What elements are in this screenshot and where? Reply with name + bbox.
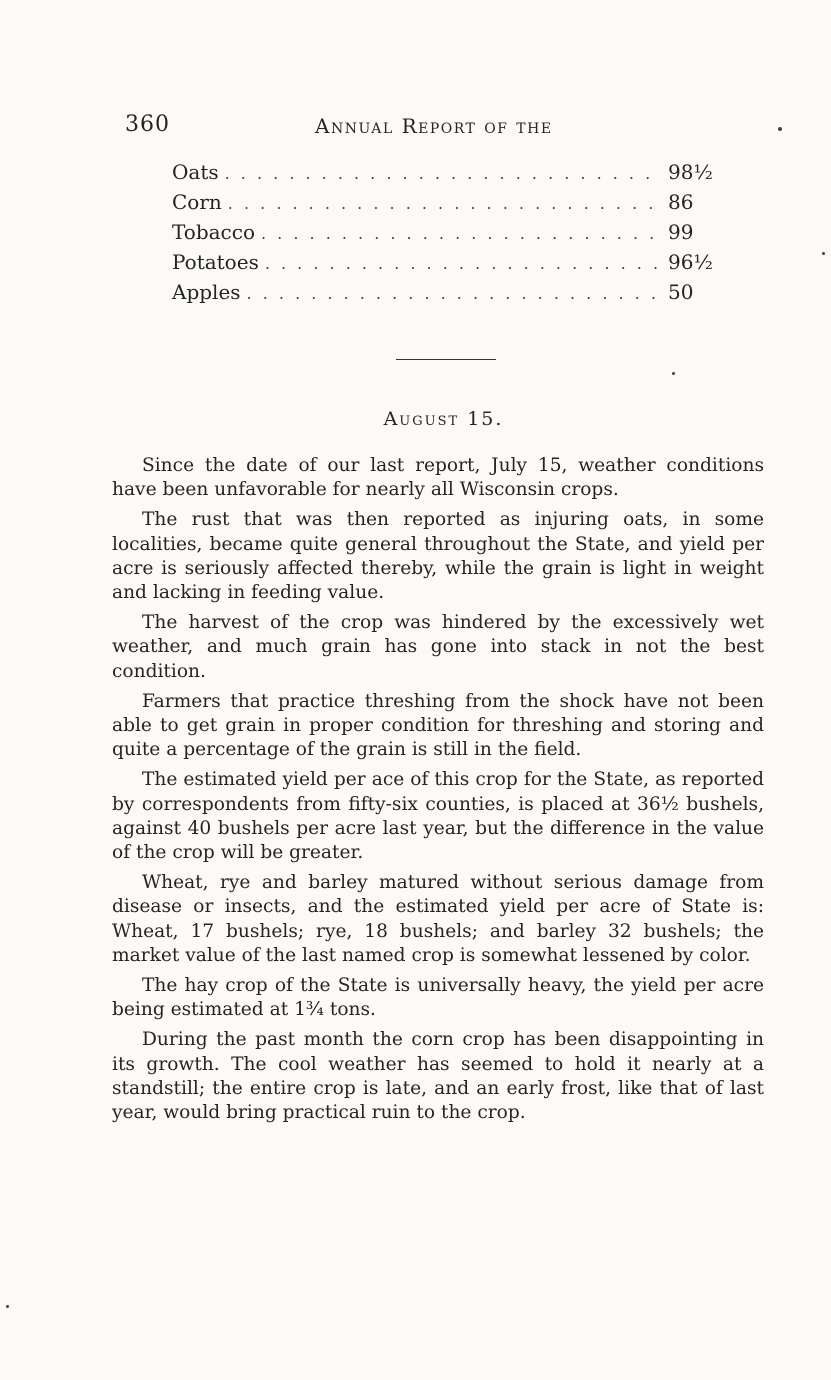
crop-value: 86 <box>668 190 694 214</box>
body-text <box>112 454 764 1131</box>
print-speck <box>672 372 675 375</box>
paragraph: Farmers that practice threshing from the shock have not been able to get grain in proper condition for threshing and storing and quite a percentage of the grain is still in the field. <box>112 690 764 761</box>
table-row <box>172 220 728 250</box>
page-header <box>125 112 605 142</box>
table-row <box>172 250 728 280</box>
table-row <box>172 160 728 190</box>
crop-name: Apples <box>172 280 241 304</box>
print-speck <box>822 252 825 255</box>
paragraph: The estimated yield per ace of this crop for the State, as reported by correspondents from fifty-six counties, is placed at 36½ bushels, against 40 bushels per acre last year, but the difference in the value of the crop will be greater. <box>112 769 764 864</box>
paragraph: The hay crop of the State is universally heavy, the yield per acre being estimated at 1¾ tons. <box>112 975 764 1021</box>
crop-value: 98½ <box>668 160 713 184</box>
page-number: 360 <box>125 112 170 137</box>
dot-leader <box>228 194 658 213</box>
paragraph: During the past month the corn crop has been disappointing in its growth. The cool weather has seemed to hold it nearly at a standstill; the entire crop is late, and an early frost, like that of last year, would bring practical ruin to the crop. <box>112 1029 764 1124</box>
table-row <box>172 280 728 310</box>
dot-leader <box>265 254 658 273</box>
crop-value: 96½ <box>668 250 713 274</box>
dot-leader <box>225 164 658 183</box>
crop-value: 50 <box>668 280 694 304</box>
crop-value: 99 <box>668 220 694 244</box>
table-row <box>172 190 728 220</box>
running-head: Annual Report of the <box>315 114 553 138</box>
crop-name: Oats <box>172 160 219 184</box>
dot-leader <box>247 284 658 303</box>
section-heading: August 15. <box>383 408 504 430</box>
paragraph: Wheat, rye and barley matured without serious damage from disease or insects, and the estimated yield per acre of State is: Wheat, 17 bushels; rye, 18 bushels; and barley 32 bushels; the market value of the last named crop is somewhat lessened by color. <box>112 872 764 966</box>
crop-name: Potatoes <box>172 250 259 274</box>
print-speck <box>6 1305 9 1308</box>
section-divider <box>396 359 496 360</box>
paragraph: The rust that was then reported as injuring oats, in some localities, became quite general throughout the State, and yield per acre is seriously affected thereby, while the grain is light in weight and lacking in feeding value. <box>112 509 764 604</box>
dot-leader <box>261 224 658 243</box>
crop-condition-table <box>172 160 728 310</box>
crop-name: Corn <box>172 190 222 214</box>
paragraph: The harvest of the crop was hindered by the excessively wet weather, and much grain has gone into stack in not the best condition. <box>112 612 764 682</box>
crop-name: Tobacco <box>172 220 255 244</box>
paragraph: Since the date of our last report, July 15, weather conditions have been unfavorable for nearly all Wisconsin crops. <box>112 455 764 501</box>
print-speck <box>778 127 782 131</box>
